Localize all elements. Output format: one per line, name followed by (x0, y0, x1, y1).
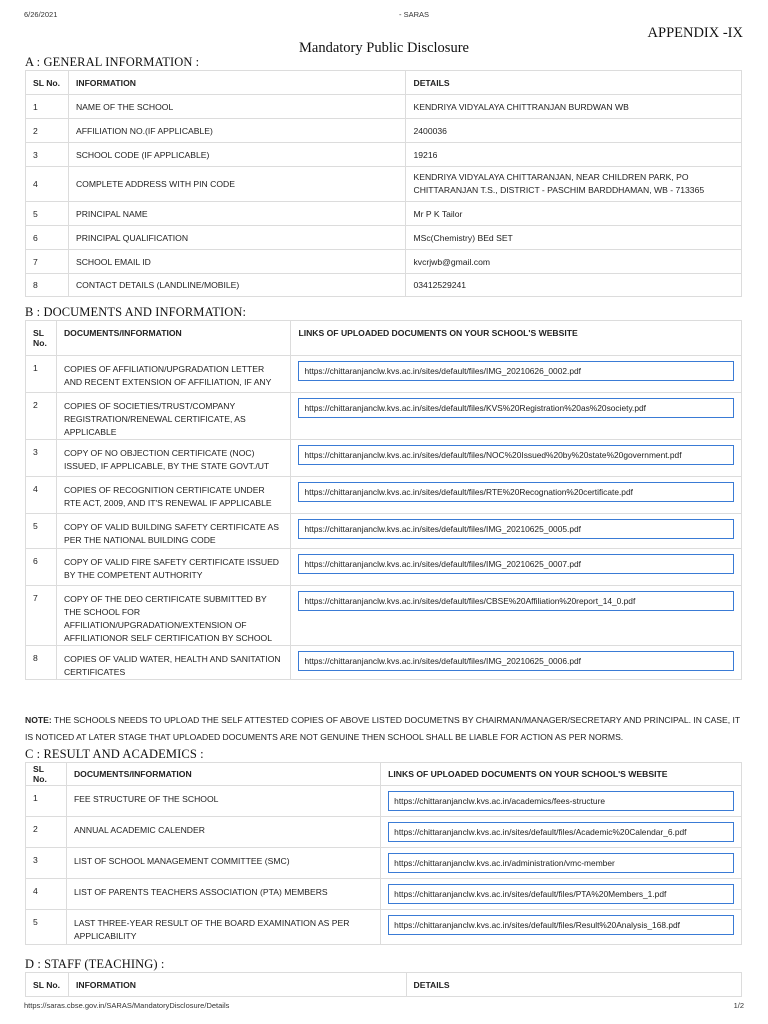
print-date: 6/26/2021 (24, 10, 58, 19)
row-document-name: COPIES OF SOCIETIES/TRUST/COMPANY REGISTRATION/RENEWAL CERTIFICATE, AS APPLICABLE (56, 393, 290, 440)
document-link-field[interactable]: https://chittaranjanclw.kvs.ac.in/sites/default/files/IMG_20210626_0002.pdf (298, 361, 734, 381)
print-header (24, 10, 744, 22)
document-link-field[interactable]: https://chittaranjanclw.kvs.ac.in/sites/default/files/PTA%20Members_1.pdf (388, 884, 734, 904)
row-link-cell (291, 356, 742, 393)
document-link-field[interactable]: https://chittaranjanclw.kvs.ac.in/sites/default/files/Academic%20Calendar_6.pdf (388, 822, 734, 842)
row-document-name: COPY OF THE DEO CERTIFICATE SUBMITTED BY THE SCHOOL FOR AFFILIATION/UPGRADATION/EXTENSION OF AFFILIATIONOR SELF CERTIFICATION BY SCHOOL (56, 586, 290, 646)
page-title: Mandatory Public Disclosure (299, 40, 469, 56)
row-link-cell (291, 549, 742, 586)
table-row (26, 226, 742, 250)
table-row (26, 393, 742, 440)
info-column-header: DOCUMENTS/INFORMATION (66, 763, 380, 786)
row-sl-number: 8 (26, 274, 69, 297)
note-text: THE SCHOOLS NEEDS TO UPLOAD THE SELF ATTESTED COPIES OF ABOVE LISTED DOCUMETNS BY CHAIRMAN/MANAGER/SECRETARY AND PRINCIPAL. IN CASE, IT IS NOTICED AT LATER STAGE THAT UPLOADED DOCUMENTS ARE NOT GENUINE THEN SCHOOL SHALL BE LIABLE FOR ACTION AS PER NORMS. (25, 715, 741, 742)
table-row (26, 167, 742, 202)
row-sl-number: 5 (26, 202, 69, 226)
section-d-heading: D : STAFF (TEACHING) : (25, 957, 165, 971)
row-document-name: COPY OF VALID FIRE SAFETY CERTIFICATE ISSUED BY THE COMPETENT AUTHORITY (56, 549, 290, 586)
table-row (26, 274, 742, 297)
table-header-row (26, 973, 742, 997)
row-sl-number: 2 (26, 119, 69, 143)
table-header-row (26, 71, 742, 95)
row-link-cell (291, 440, 742, 477)
row-document-name: LIST OF PARENTS TEACHERS ASSOCIATION (PTA) MEMBERS (66, 879, 380, 910)
row-document-name: COPY OF NO OBJECTION CERTIFICATE (NOC) ISSUED, IF APPLICABLE, BY THE STATE GOVT./UT (56, 440, 290, 477)
table-header-row (26, 763, 742, 786)
results-academics-table (25, 762, 742, 945)
row-information: SCHOOL EMAIL ID (68, 250, 406, 274)
row-sl-number: 3 (26, 440, 57, 477)
sl-column-header: SL No. (26, 763, 67, 786)
info-column-header: DOCUMENTS/INFORMATION (56, 321, 290, 356)
row-sl-number: 5 (26, 910, 67, 945)
table-row (26, 786, 742, 817)
table-row (26, 119, 742, 143)
details-column-header: DETAILS (406, 71, 742, 95)
table-row (26, 549, 742, 586)
row-sl-number: 2 (26, 817, 67, 848)
info-column-header: INFORMATION (68, 973, 406, 997)
table-row (26, 514, 742, 549)
row-link-cell (381, 848, 742, 879)
document-link-field[interactable]: https://chittaranjanclw.kvs.ac.in/sites/default/files/CBSE%20Affiliation%20report_14_0.pdf (298, 591, 734, 611)
row-document-name: FEE STRUCTURE OF THE SCHOOL (66, 786, 380, 817)
table-row (26, 202, 742, 226)
row-document-name: COPY OF VALID BUILDING SAFETY CERTIFICATE AS PER THE NATIONAL BUILDING CODE (56, 514, 290, 549)
table-row (26, 848, 742, 879)
row-information: COMPLETE ADDRESS WITH PIN CODE (68, 167, 406, 202)
row-sl-number: 3 (26, 143, 69, 167)
row-sl-number: 6 (26, 226, 69, 250)
document-link-field[interactable]: https://chittaranjanclw.kvs.ac.in/sites/default/files/KVS%20Registration%20as%20society.pdf (298, 398, 734, 418)
staff-teaching-table (25, 972, 742, 997)
details-column-header: LINKS OF UPLOADED DOCUMENTS ON YOUR SCHOOL'S WEBSITE (291, 321, 742, 356)
row-information: PRINCIPAL NAME (68, 202, 406, 226)
table-row (26, 586, 742, 646)
row-document-name: COPIES OF AFFILIATION/UPGRADATION LETTER AND RECENT EXTENSION OF AFFILIATION, IF ANY (56, 356, 290, 393)
row-link-cell (381, 910, 742, 945)
row-sl-number: 8 (26, 646, 57, 680)
documents-table (25, 320, 742, 680)
details-column-header: LINKS OF UPLOADED DOCUMENTS ON YOUR SCHOOL'S WEBSITE (381, 763, 742, 786)
row-information: PRINCIPAL QUALIFICATION (68, 226, 406, 250)
row-details: 2400036 (406, 119, 742, 143)
upload-note (25, 712, 743, 746)
table-row (26, 250, 742, 274)
row-sl-number: 7 (26, 250, 69, 274)
row-information: AFFILIATION NO.(IF APPLICABLE) (68, 119, 406, 143)
row-sl-number: 4 (26, 477, 57, 514)
table-header-row (26, 321, 742, 356)
section-c-heading: C : RESULT AND ACADEMICS : (25, 747, 204, 761)
row-document-name: LIST OF SCHOOL MANAGEMENT COMMITTEE (SMC) (66, 848, 380, 879)
row-sl-number: 2 (26, 393, 57, 440)
row-link-cell (291, 514, 742, 549)
page-number: 1/2 (733, 1001, 744, 1010)
table-row (26, 95, 742, 119)
print-site-title: - SARAS (399, 10, 430, 19)
row-sl-number: 6 (26, 549, 57, 586)
row-document-name: COPIES OF RECOGNITION CERTIFICATE UNDER RTE ACT, 2009, AND IT'S RENEWAL IF APPLICABLE (56, 477, 290, 514)
table-row (26, 477, 742, 514)
info-column-header: INFORMATION (68, 71, 406, 95)
row-link-cell (381, 786, 742, 817)
note-label: NOTE: (25, 715, 52, 725)
table-row (26, 910, 742, 945)
table-row (26, 356, 742, 393)
general-info-table (25, 70, 742, 297)
row-details: KENDRIYA VIDYALAYA CHITTRANJAN BURDWAN WB (406, 95, 742, 119)
document-link-field[interactable]: https://chittaranjanclw.kvs.ac.in/sites/default/files/NOC%20Issued%20by%20state%20government.pdf (298, 445, 734, 465)
row-information: SCHOOL CODE (IF APPLICABLE) (68, 143, 406, 167)
document-link-field[interactable]: https://chittaranjanclw.kvs.ac.in/academics/fees-structure (388, 791, 734, 811)
print-footer (24, 1001, 744, 1010)
document-link-field[interactable]: https://chittaranjanclw.kvs.ac.in/administration/vmc-member (388, 853, 734, 873)
table-row (26, 143, 742, 167)
row-sl-number: 4 (26, 167, 69, 202)
row-information: NAME OF THE SCHOOL (68, 95, 406, 119)
row-details: 19216 (406, 143, 742, 167)
row-sl-number: 5 (26, 514, 57, 549)
row-details: KENDRIYA VIDYALAYA CHITTARANJAN, NEAR CHILDREN PARK, PO CHITTARANJAN T.S., DISTRICT - PASCHIM BARDDHAMAN, WB - 713365 (406, 167, 742, 202)
row-document-name: ANNUAL ACADEMIC CALENDER (66, 817, 380, 848)
row-document-name: LAST THREE-YEAR RESULT OF THE BOARD EXAMINATION AS PER APPLICABILITY (66, 910, 380, 945)
row-link-cell (381, 817, 742, 848)
row-details: 03412529241 (406, 274, 742, 297)
table-row (26, 440, 742, 477)
row-link-cell (291, 393, 742, 440)
row-details: Mr P K Tailor (406, 202, 742, 226)
row-link-cell (381, 879, 742, 910)
document-link-field[interactable]: https://chittaranjanclw.kvs.ac.in/sites/default/files/RTE%20Recognation%20certificate.pdf (298, 482, 734, 502)
section-b-heading: B : DOCUMENTS AND INFORMATION: (25, 305, 247, 319)
row-document-name: COPIES OF VALID WATER, HEALTH AND SANITATION CERTIFICATES (56, 646, 290, 680)
sl-column-header: SL No. (26, 973, 69, 997)
row-sl-number: 1 (26, 356, 57, 393)
table-row (26, 879, 742, 910)
section-a-heading: A : GENERAL INFORMATION : (25, 55, 200, 69)
table-row (26, 646, 742, 680)
row-details: kvcrjwb@gmail.com (406, 250, 742, 274)
footer-url: https://saras.cbse.gov.in/SARAS/MandatoryDisclosure/Details (24, 1001, 230, 1010)
row-link-cell (291, 646, 742, 680)
sl-column-header: SL No. (26, 321, 57, 356)
row-sl-number: 7 (26, 586, 57, 646)
row-sl-number: 1 (26, 786, 67, 817)
document-link-field[interactable]: https://chittaranjanclw.kvs.ac.in/sites/default/files/IMG_20210625_0006.pdf (298, 651, 734, 671)
row-information: CONTACT DETAILS (LANDLINE/MOBILE) (68, 274, 406, 297)
row-sl-number: 4 (26, 879, 67, 910)
table-row (26, 817, 742, 848)
sl-column-header: SL No. (26, 71, 69, 95)
document-link-field[interactable]: https://chittaranjanclw.kvs.ac.in/sites/default/files/IMG_20210625_0007.pdf (298, 554, 734, 574)
row-link-cell (291, 477, 742, 514)
document-link-field[interactable]: https://chittaranjanclw.kvs.ac.in/sites/default/files/Result%20Analysis_168.pdf (388, 915, 734, 935)
details-column-header: DETAILS (406, 973, 742, 997)
row-link-cell (291, 586, 742, 646)
document-link-field[interactable]: https://chittaranjanclw.kvs.ac.in/sites/default/files/IMG_20210625_0005.pdf (298, 519, 734, 539)
row-details: MSc(Chemistry) BEd SET (406, 226, 742, 250)
row-sl-number: 3 (26, 848, 67, 879)
row-sl-number: 1 (26, 95, 69, 119)
appendix-label: APPENDIX -IX (647, 25, 743, 41)
